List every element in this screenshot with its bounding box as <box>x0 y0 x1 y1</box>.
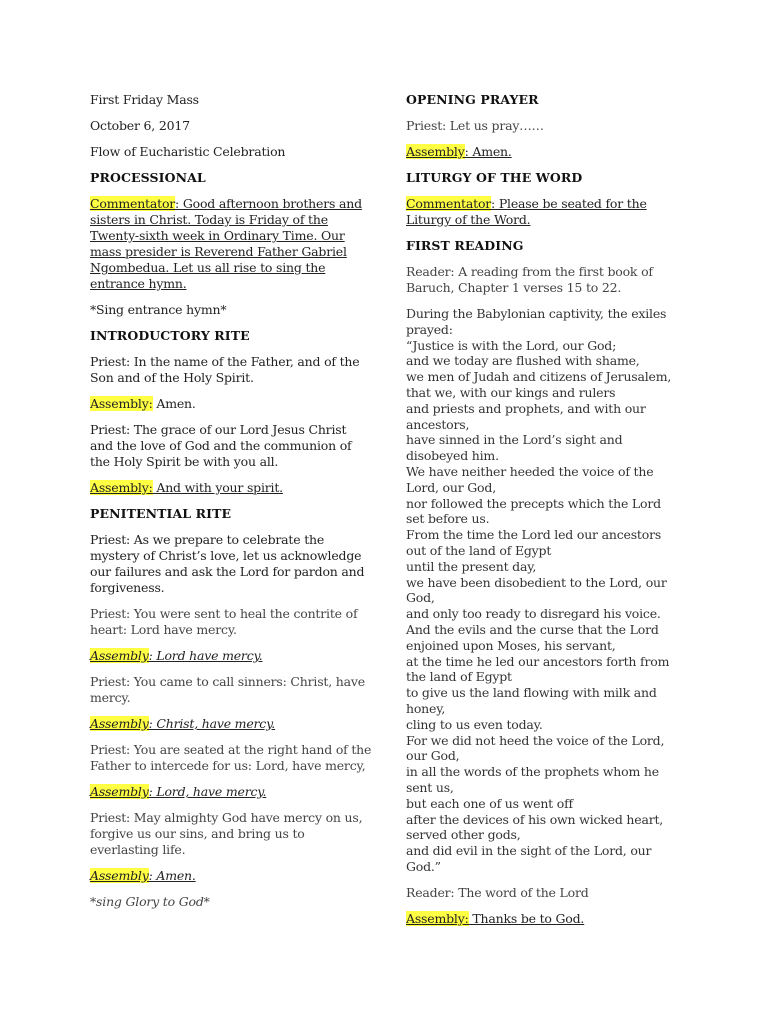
processional-commentator <box>90 196 372 292</box>
assembly-label: Assembly <box>90 868 149 883</box>
reading-assembly <box>406 911 674 927</box>
assembly-label: Assembly <box>90 648 149 663</box>
right-column <box>406 92 674 937</box>
intro-priest-1: Priest: In the name of the Father, and of the Son and of the Holy Spirit. <box>90 354 360 385</box>
reading-line: after the devices of his own wicked heart, <box>406 811 664 827</box>
reading-line: have sinned in the Lord’s sight and disobeyed him. <box>406 432 623 464</box>
reading-line: in all the words of the prophets whom he sent us, <box>406 764 659 795</box>
reading-line: We have neither heeded the voice of the Lord, our God, <box>406 463 654 495</box>
assembly-label: Assembly <box>90 784 149 799</box>
reading-line: we have been disobedient to the Lord, our God, <box>406 574 667 606</box>
assembly-text: : Christ, have mercy. <box>148 716 276 731</box>
reading-line: at the time he led our ancestors forth from the land of Egypt <box>406 653 670 685</box>
assembly-label: Assembly <box>90 716 149 731</box>
mass-title: First Friday Mass <box>90 92 199 107</box>
commentator-text: : Good afternoon brothers and sisters in Christ. Today is Friday of the Twenty-sixth week in Ordinary Time. Our mass presider is Reverend Father Gabriel Ngombedua. Let us all rise to sing the entrance hymn. <box>90 196 362 291</box>
reading-line: we men of Judah and citizens of Jerusalem, <box>406 369 672 385</box>
intro-assembly-2 <box>90 480 372 496</box>
intro-priest-2: Priest: The grace of our Lord Jesus Christ and the love of God and the communion of the Holy Spirit be with you all. <box>90 422 352 469</box>
celebration-title: Flow of Eucharistic Celebration <box>90 144 286 159</box>
assembly-text: Amen. <box>152 396 196 411</box>
opening-prayer-heading: OPENING PRAYER <box>406 92 539 107</box>
reading-line: “Justice is with the Lord, our God; <box>406 337 617 353</box>
penitential-heading: PENITENTIAL RITE <box>90 506 232 521</box>
mass-date: October 6, 2017 <box>90 118 190 133</box>
penitential-assembly-5 <box>90 868 372 884</box>
penitential-assembly-3 <box>90 716 372 732</box>
assembly-text: : Amen. <box>464 144 512 159</box>
opening-priest: Priest: Let us pray…… <box>406 118 544 133</box>
penitential-priest-2: Priest: You were sent to heal the contrite of heart: Lord have mercy. <box>90 606 358 637</box>
reader-end: Reader: The word of the Lord <box>406 884 589 900</box>
penitential-assembly-2 <box>90 648 372 664</box>
reading-line: served other gods, <box>406 827 521 843</box>
penitential-priest-1: Priest: As we prepare to celebrate the mystery of Christ’s love, let us acknowledge our failures and ask the Lord for pardon and forgiveness. <box>90 532 365 595</box>
assembly-label: Assembly: <box>90 396 153 411</box>
penitential-priest-5: Priest: May almighty God have mercy on us, forgive us our sins, and bring us to everlasting life. <box>90 810 363 857</box>
processional-heading: PROCESSIONAL <box>90 170 206 185</box>
introductory-heading: INTRODUCTORY RITE <box>90 328 250 343</box>
reading-line: that we, with our kings and rulers <box>406 384 616 400</box>
reading-line: From the time the Lord led our ancestors out of the land of Egypt <box>406 527 662 558</box>
commentator-text: : Please be seated for the Liturgy of the Word. <box>406 196 647 227</box>
reading-line: And the evils and the curse that the Lord enjoined upon Moses, his servant, <box>406 621 659 653</box>
penitential-priest-3: Priest: You came to call sinners: Christ, have mercy. <box>90 674 365 705</box>
left-column <box>90 92 372 920</box>
reader-intro: Reader: A reading from the first book of Baruch, Chapter 1 verses 15 to 22. <box>406 264 653 295</box>
assembly-text: : Amen. <box>148 868 196 883</box>
reading-line: cling to us even today. <box>406 716 543 732</box>
penitential-priest-4: Priest: You are seated at the right hand of the Father to intercede for us: Lord, have mercy, <box>90 742 372 773</box>
intro-assembly-1 <box>90 396 372 412</box>
opening-assembly <box>406 144 674 160</box>
assembly-label: Assembly: <box>406 910 469 926</box>
reading-line: nor followed the precepts which the Lord set before us. <box>406 495 661 527</box>
reading-line: and did evil in the sight of the Lord, our God.” <box>406 843 652 874</box>
reading-line: For we did not heed the voice of the Lord, our God, <box>406 732 665 764</box>
gloria-note: *sing Glory to God* <box>90 894 210 909</box>
reading-line: but each one of us went off <box>406 795 573 811</box>
reading-line: During the Babylonian captivity, the exiles prayed: <box>406 306 667 337</box>
first-reading-heading: FIRST READING <box>406 238 524 253</box>
assembly-text: : Lord have mercy. <box>148 648 263 663</box>
liturgy-commentator <box>406 196 674 228</box>
reading-text <box>406 306 674 875</box>
entrance-hymn-note: *Sing entrance hymn* <box>90 302 227 317</box>
reading-line: until the present day, <box>406 558 537 574</box>
assembly-text: : Lord, have mercy. <box>148 784 267 799</box>
reading-line: and priests and prophets, and with our ancestors, <box>406 400 646 432</box>
reading-line: to give us the land flowing with milk and honey, <box>406 685 657 716</box>
reading-line: and we today are flushed with shame, <box>406 353 640 369</box>
liturgy-word-heading: LITURGY OF THE WORD <box>406 170 583 185</box>
commentator-label: Commentator <box>90 196 176 211</box>
assembly-text: And with your spirit. <box>152 480 283 495</box>
assembly-label: Assembly <box>406 144 465 159</box>
assembly-text: Thanks be to God. <box>468 910 585 926</box>
penitential-assembly-4 <box>90 784 372 800</box>
assembly-label: Assembly: <box>90 480 153 495</box>
commentator-label: Commentator <box>406 196 492 211</box>
reading-line: and only too ready to disregard his voice. <box>406 606 661 622</box>
